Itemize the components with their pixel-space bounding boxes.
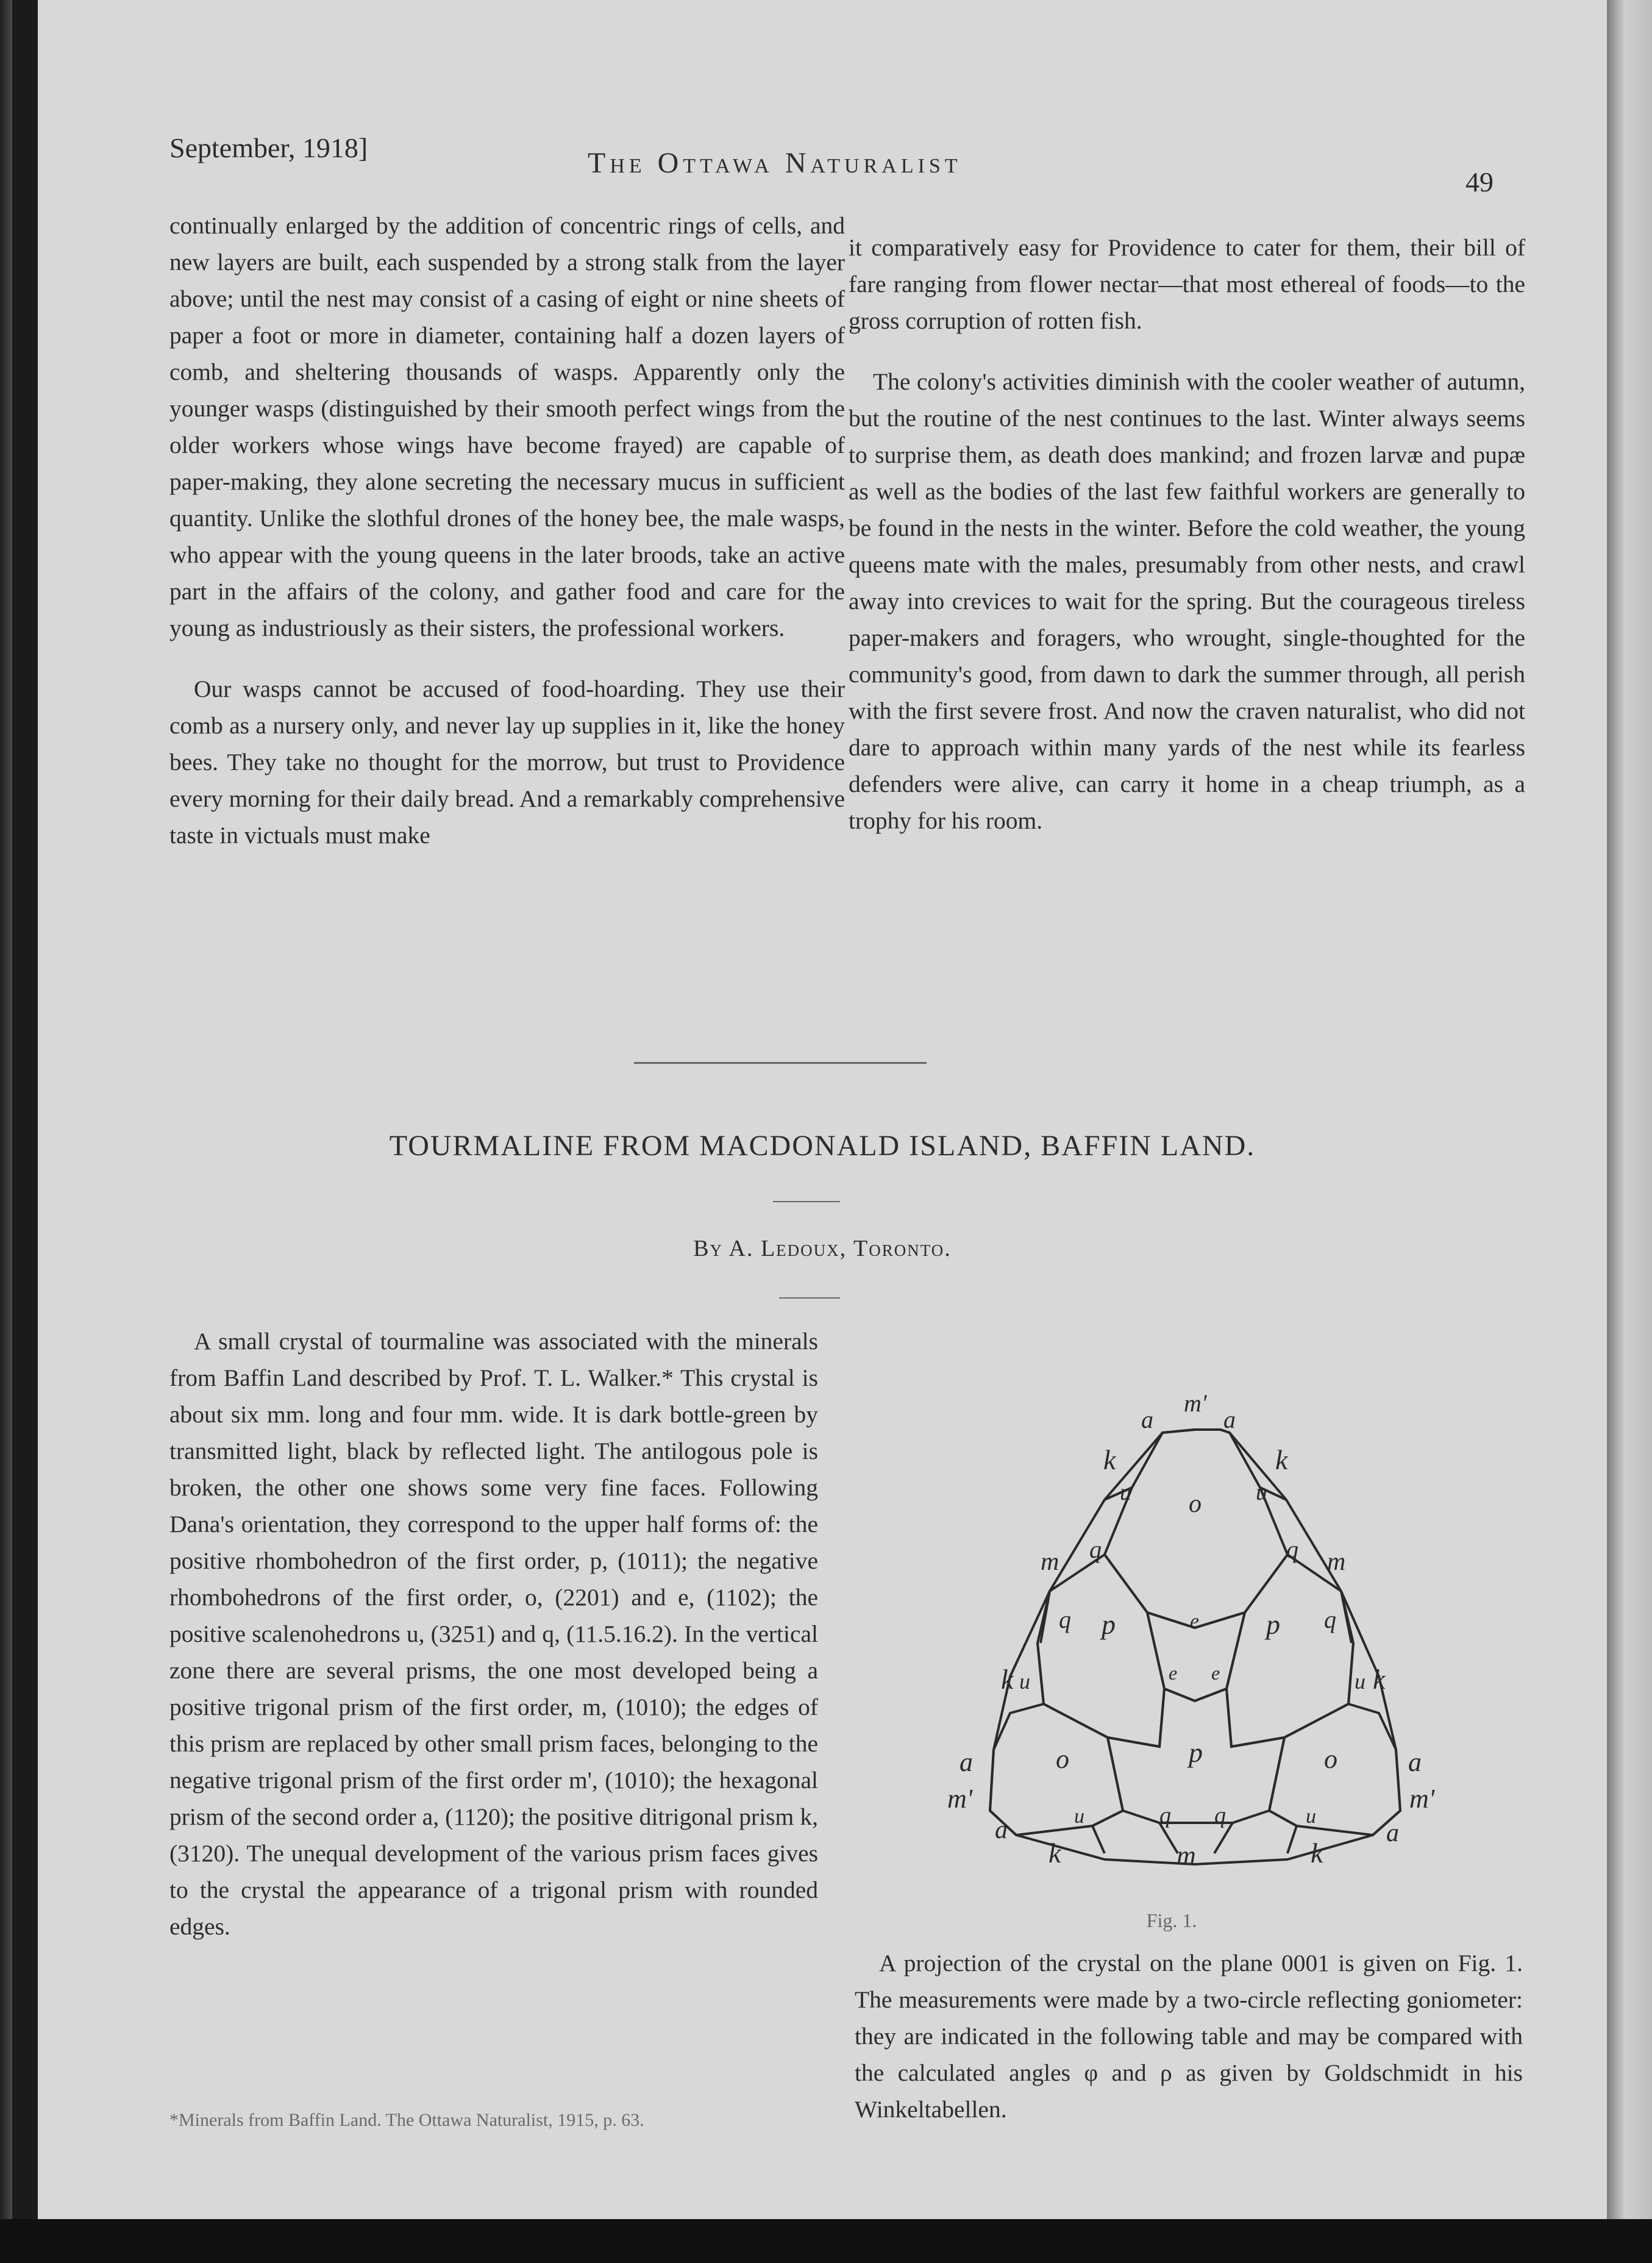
label-p-left: p <box>1102 1609 1116 1640</box>
label-m-right: m <box>1327 1548 1346 1576</box>
wasp-paragraph-3: it comparatively easy for Providence to cater for them, their bill of fare ranging from flower nectar—that most ethereal of foods—to the gross corruption of rotten fish. <box>849 234 1525 334</box>
label-p-bottom: p <box>1189 1737 1203 1768</box>
title-rule <box>773 1201 840 1202</box>
label-a-bottom-right: a <box>1386 1819 1399 1847</box>
figure-caption: Fig. 1. <box>1146 1909 1197 1931</box>
byline-rule <box>779 1297 840 1299</box>
label-p-right: p <box>1266 1609 1280 1640</box>
label-k-bottom-left: k <box>1049 1837 1061 1869</box>
label-m-prime-right: m' <box>1409 1784 1435 1814</box>
label-k-bottom-right: k <box>1311 1837 1323 1869</box>
footnote: *Minerals from Baffin Land. The Ottawa Naturalist, 1915, p. 63. <box>169 2110 644 2130</box>
label-u-left: u <box>1019 1669 1030 1694</box>
wasp-paragraph-2: Our wasps cannot be accused of food-hoarding. They use their comb as a nursery only, and never lay up supplies in it, like the honey bees. They take no thought for the morrow, but trust to Providence every morning for their daily bread. And a remarkably comprehensive taste in victuals must make <box>169 675 845 849</box>
wasp-paragraph-1: continually enlarged by the addition of concentric rings of cells, and new layers are built, each suspended by a strong stalk from the layer above; until the nest may consist of a casing of eight or nine sheets of paper a foot or more in diameter, containing half a dozen layers of comb, and sheltering thousands of wasps. Apparently only the younger wasps (distinguished by their smooth perfect wings from the older workers whose wings have become frayed) are capable of paper-making, they alone secreting the necessary mucus in sufficient quantity. Unlike the slothful drones of the honey bee, the male wasps, who appear with the young queens in the later broods, take an active part in the affairs of the colony, and gather food and care for the young as industriously as their sisters, the professional workers. <box>169 212 845 641</box>
label-o-left: o <box>1056 1744 1069 1774</box>
tourmaline-left-column <box>169 1323 818 1969</box>
label-u-top-left: u <box>1120 1480 1131 1505</box>
label-k-left: k <box>1001 1664 1014 1695</box>
page-bottom-edge <box>0 2219 1652 2263</box>
wasp-right-column <box>849 229 1525 863</box>
label-e-left: e <box>1169 1662 1178 1684</box>
tourmaline-right-column <box>855 1945 1523 2152</box>
header-page-number: 49 <box>1465 166 1494 198</box>
label-a-right: a <box>1408 1747 1422 1777</box>
label-q-side-left: q <box>1059 1606 1071 1633</box>
label-m-prime-left: m' <box>947 1784 973 1814</box>
article-separator-rule <box>634 1062 927 1064</box>
wasp-left-column <box>169 207 845 878</box>
label-m-bottom: m <box>1177 1841 1196 1870</box>
crystal-projection-figure <box>891 1372 1513 1920</box>
label-e-upper: e <box>1190 1610 1200 1633</box>
label-u-top-right: u <box>1256 1480 1267 1505</box>
label-m-prime-top: m' <box>1184 1389 1207 1417</box>
label-m-left: m <box>1041 1548 1059 1576</box>
article-title: TOURMALINE FROM MACDONALD ISLAND, BAFFIN LAND. <box>389 1130 1256 1162</box>
label-a-left: a <box>960 1747 973 1777</box>
face-q-side-edges <box>1038 1643 1353 1704</box>
label-q-bottom-left: q <box>1159 1803 1171 1828</box>
label-k-right: k <box>1373 1664 1386 1695</box>
face-p-left <box>1038 1555 1164 1747</box>
face-p-right <box>1227 1555 1353 1747</box>
label-a-bottom-left: a <box>995 1816 1008 1844</box>
journal-page <box>38 0 1607 2219</box>
tourmaline-right-paragraph: A projection of the crystal on the plane 0001 is given on Fig. 1. The measurements were made by a two-circle reflecting goniometer: they are indicated in the following table and may be compared with the calculated angles φ and ρ as given by Goldschmidt in his Winkeltabellen. <box>855 1950 1523 2123</box>
label-u-right: u <box>1355 1669 1365 1694</box>
label-q-upper-right: q <box>1286 1536 1298 1563</box>
wasp-paragraph-4: The colony's activities diminish with the cooler weather of autumn, but the routine of the nest continues to the last. Winter always seems to surprise them, as death does mankind; and frozen larvæ and pupæ as well as the bodies of the last few faithful workers are generally to be found in the nests in the winter. Before the cold weather, the young queens mate with the males, presumably from other nests, and crawl away into crevices to wait for the spring. But the courageous tireless paper-makers and foragers, who wrought, single-thoughted for the community's good, from dawn to dark the summer through, all perish with the first severe frost. And now the craven naturalist, who did not dare to approach within many yards of the nest while its fearless defenders were alive, can carry it home in a cheap triumph, as a trophy for his room. <box>849 368 1525 834</box>
binding-edge <box>0 0 12 2263</box>
label-u-bottom-right: u <box>1306 1805 1316 1828</box>
label-a-top-right: a <box>1223 1406 1236 1433</box>
label-u-bottom-left: u <box>1074 1805 1084 1828</box>
label-k-top-left: k <box>1103 1444 1116 1475</box>
header-date: September, 1918] <box>169 132 368 163</box>
label-a-top-left: a <box>1141 1406 1153 1433</box>
label-q-bottom-right: q <box>1214 1803 1226 1828</box>
page-right-edge <box>1607 0 1652 2263</box>
header-journal-title: The Ottawa Naturalist <box>588 147 962 179</box>
face-o-top <box>1105 1430 1287 1628</box>
label-k-top-right: k <box>1275 1444 1288 1475</box>
label-q-side-right: q <box>1324 1606 1336 1633</box>
label-o-right: o <box>1324 1744 1337 1774</box>
article-byline: By A. Ledoux, Toronto. <box>693 1236 952 1261</box>
label-e-right: e <box>1211 1662 1220 1684</box>
tourmaline-body-text: A small crystal of tourmaline was associated with the minerals from Baffin Land described by Prof. T. L. Walker.* This crystal is about six mm. long and four mm. wide. It is dark bottle-green by transmitted light, black by reflected light. The antilogous pole is broken, the other one shows some very fine faces. Following Dana's orientation, they correspond to the upper half forms of: the positive rhombohedron of the first order, p, (1011); the negative rhombohedrons of the first order, o, (2201) and e, (1102); the positive scalenohedrons u, (3251) and q, (11.5.16.2). In the vertical zone there are several prisms, the one most developed being a positive trigonal prism of the first order, m, (1010); the edges of this prism are replaced by other small prism faces, belonging to the negative trigonal prism of the first order m', (1010); the hexagonal prism of the second order a, (1120); the positive ditrigonal prism k, (3120). The unequal development of the various prism faces gives to the crystal the appearance of a trigonal prism with rounded edges. <box>169 1328 818 1940</box>
label-o-top: o <box>1189 1490 1202 1518</box>
label-q-upper-left: q <box>1089 1536 1102 1563</box>
